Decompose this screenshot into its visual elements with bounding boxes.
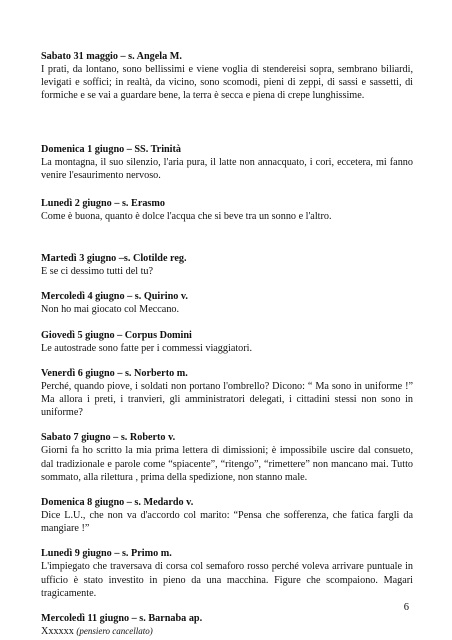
diary-entry	[41, 496, 413, 535]
entry-text: E se ci dessimo tutti del tu?	[41, 266, 154, 278]
entry-text: Xxxxxx	[41, 626, 74, 638]
entry-title: Mercoledì 4 giugno – s. Quirino v.	[41, 291, 188, 303]
entry-title: Domenica 8 giugno – s. Medardo v.	[41, 497, 194, 509]
diary-entry	[41, 143, 413, 182]
diary-entry	[41, 367, 413, 420]
diary-entry	[41, 50, 413, 103]
entry-text: Come è buona, quanto è dolce l'acqua che si beve tra un sonno e l'altro.	[41, 211, 332, 223]
entry-note: (pensiero cancellato)	[76, 626, 153, 637]
entry-text: La montagna, il suo silenzio, l'aria pura, il latte non annacquato, i cori, eccetera, mi fanno venire l'esaurimento nervoso.	[41, 156, 413, 181]
entry-title: Giovedì 5 giugno – Corpus Domini	[41, 329, 192, 341]
entry-text: Le autostrade sono fatte per i commessi viaggiatori.	[41, 342, 253, 354]
diary-entry	[41, 290, 413, 316]
diary-entry	[41, 431, 413, 484]
entry-text: L'impiegato che traversava di corsa col semaforo rosso perché voleva arrivare puntuale in ufficio è stato investito in pieno da una macchina. Figure che scompaiono. Magari tragicamente.	[41, 561, 413, 599]
entry-title: Venerdì 6 giugno – s. Norberto m.	[41, 367, 188, 379]
document-page	[41, 50, 413, 638]
entry-text: Dice L.U., che non va d'accordo col marito: “Pensa che sofferenza, che fatica fargli da mangiare !”	[41, 510, 413, 535]
diary-entry	[41, 197, 413, 223]
page-number: 6	[403, 602, 409, 613]
entry-title: Sabato 7 giugno – s. Roberto v.	[41, 432, 176, 444]
entry-title: Mercoledì 11 giugno – s. Barnaba ap.	[41, 613, 203, 625]
entry-text: Non ho mai giocato col Meccano.	[41, 304, 180, 316]
entry-text: Giorni fa ho scritto la mia prima lettera di dimissioni; è impossibile uscire dal consueto, dal tradizionale e parole come “spiacente”, “ritengo”, “rimettere” non mancano mai. Tutto sommato, alla rilettura , prima della spedizione, non stanno male.	[41, 445, 413, 483]
entry-text: I prati, da lontano, sono bellissimi e viene voglia di stendereisi sopra, sembrano biliardi, levigati e soffici; in realtà, da vicino, sono scomodi, pieni di zeppi, di sassi e sassetti, di formiche e se vai a guardare bene, la terra è secca e piena di crepe lunghissime.	[41, 64, 413, 102]
entry-title: Lunedì 2 giugno – s. Erasmo	[41, 198, 165, 210]
diary-entry	[41, 329, 413, 355]
entry-title: Domenica 1 giugno – SS. Trinità	[41, 143, 182, 155]
entry-text-line	[41, 625, 413, 638]
diary-entry	[41, 252, 413, 278]
entry-title: Sabato 31 maggio – s. Angela M.	[41, 51, 182, 62]
entry-title: Martedì 3 giugno –s. Clotilde reg.	[41, 253, 187, 265]
diary-entry	[41, 612, 413, 638]
diary-entry	[41, 547, 413, 600]
entry-text: Perché, quando piove, i soldati non portano l'ombrello? Dicono: “ Ma sono in uniforme !” Ma allora i preti, i tranvieri, gli amministratori delegati, i cittadini stessi non sono in uniforme?	[41, 380, 413, 419]
entry-title: Lunedì 9 giugno – s. Primo m.	[41, 548, 172, 560]
